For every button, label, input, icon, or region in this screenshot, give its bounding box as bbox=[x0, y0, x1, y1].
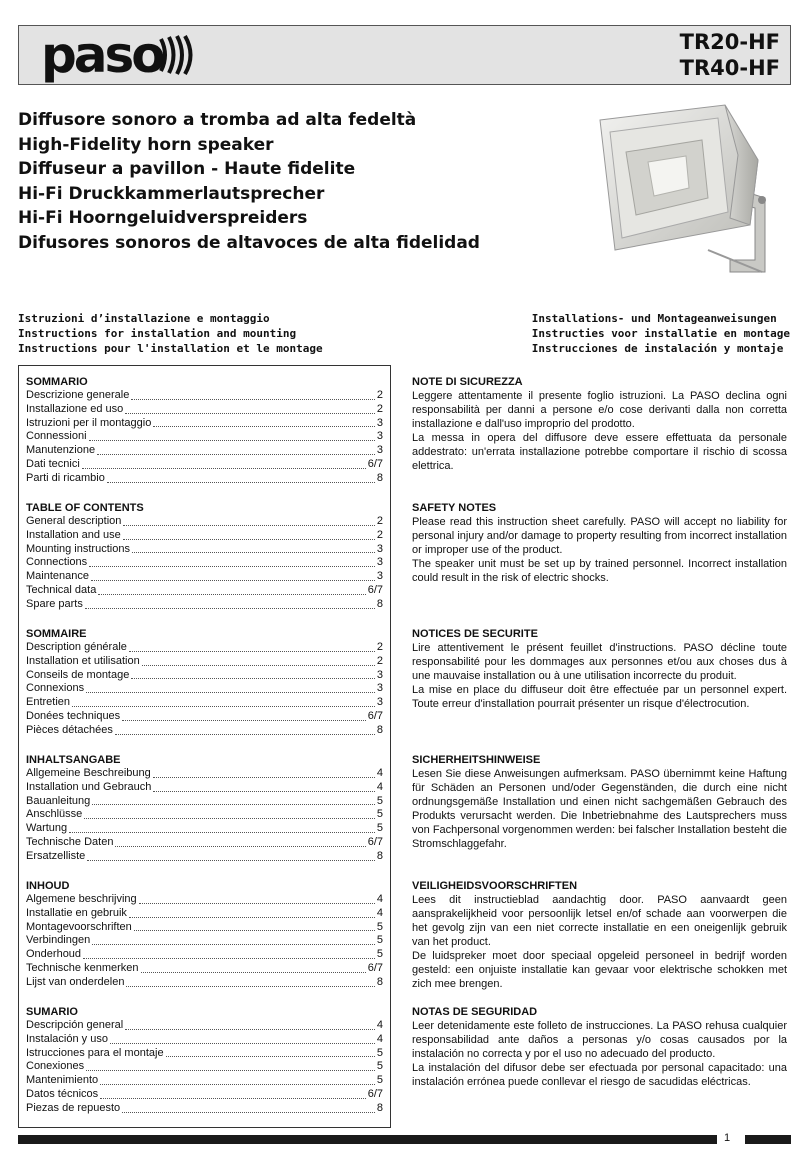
toc-entry bbox=[26, 934, 383, 948]
toc-entry-page: 2 bbox=[376, 389, 383, 401]
dot-leader bbox=[100, 1074, 375, 1085]
toc-entry bbox=[26, 850, 383, 864]
toc-entry-label: Connessioni bbox=[26, 430, 87, 443]
dot-leader bbox=[122, 1102, 375, 1113]
dot-leader bbox=[92, 934, 375, 945]
toc-entry-page: 5 bbox=[376, 948, 383, 961]
toc-entry bbox=[26, 1060, 383, 1074]
toc-entry-page: 4 bbox=[376, 1032, 383, 1045]
product-title: High-Fidelity horn speaker bbox=[18, 134, 274, 155]
toc-section-title: INHALTSANGABE bbox=[26, 754, 121, 766]
toc-entry bbox=[26, 795, 383, 809]
toc-entry-label: Algemene beschrijving bbox=[26, 893, 137, 905]
toc-entry-page: 4 bbox=[376, 906, 383, 919]
toc-entry-label: Connexions bbox=[26, 682, 85, 695]
toc-entry bbox=[26, 948, 383, 962]
toc-entry-label: Descripción general bbox=[26, 1019, 124, 1031]
model-number: TR20-HF bbox=[679, 30, 780, 54]
toc-section-title: TABLE OF CONTENTS bbox=[26, 502, 144, 514]
toc-entry bbox=[26, 1088, 383, 1102]
toc-entry-label: Manutenzione bbox=[26, 444, 96, 457]
toc-entry bbox=[26, 921, 383, 935]
safety-note-section bbox=[412, 1005, 787, 1089]
safety-note-paragraph: Lees dit instructieblad aandachtig door. PASO aanvaardt geen aansprakelijkheid voor persoonlijk letsel en/of schade aan voorwerpen die het gevolg zijn van een niet correcte installatie en een oneigenlijk gebruik van het product. bbox=[412, 894, 787, 948]
toc-section bbox=[26, 375, 383, 486]
instructions-subheadings-left bbox=[18, 311, 323, 356]
toc-entry bbox=[26, 598, 383, 612]
toc-entry-page: 8 bbox=[376, 975, 383, 988]
toc-entry bbox=[26, 655, 383, 669]
dot-leader bbox=[131, 669, 375, 680]
toc-entry-page: 5 bbox=[376, 920, 383, 933]
toc-section-title: INHOUD bbox=[26, 880, 70, 892]
dot-leader bbox=[141, 962, 366, 973]
toc-entry-label: Istruzioni per il montaggio bbox=[26, 416, 152, 429]
toc-entry-label: Descrizione generale bbox=[26, 389, 130, 401]
toc-entry-page: 4 bbox=[376, 1019, 383, 1031]
toc-entry-page: 6/7 bbox=[367, 457, 383, 470]
dot-leader bbox=[72, 696, 375, 707]
safety-note-section bbox=[412, 375, 787, 473]
toc-entry bbox=[26, 403, 383, 417]
toc-entry bbox=[26, 1102, 383, 1116]
horn-speaker-image bbox=[590, 100, 780, 280]
toc-entry-page: 3 bbox=[376, 556, 383, 569]
dot-leader bbox=[82, 458, 366, 469]
toc-entry bbox=[26, 893, 383, 907]
toc-entry bbox=[26, 1019, 383, 1033]
subheading: Instructions pour l'installation et le montage bbox=[18, 342, 323, 355]
toc-entry-label: Verbindingen bbox=[26, 934, 91, 947]
safety-note-paragraph: La instalación del difusor debe ser efectuada por personal capacitado: una instalación errónea puede conllevar el riesgo de sacudidas eléctricas. bbox=[412, 1062, 787, 1088]
toc-entry-page: 3 bbox=[376, 668, 383, 681]
toc-entry-page: 2 bbox=[376, 402, 383, 415]
dot-leader bbox=[166, 1047, 375, 1058]
dot-leader bbox=[98, 584, 365, 595]
toc-entry-label: Bauanleitung bbox=[26, 794, 91, 807]
dot-leader bbox=[115, 836, 365, 847]
toc-entry bbox=[26, 556, 383, 570]
toc-section-title: SOMMARIO bbox=[26, 376, 88, 388]
dot-leader bbox=[125, 1019, 375, 1030]
toc-entry-page: 4 bbox=[376, 780, 383, 793]
safety-note-paragraph: La messa in opera del diffusore deve essere effettuata da personale addestrato: un'errata installazione potrebbe comportare il rischio di scossa elettrica. bbox=[412, 432, 787, 472]
toc-entry-page: 6/7 bbox=[367, 961, 383, 974]
toc-entry-label: Entretien bbox=[26, 696, 71, 709]
toc-section-title: SOMMAIRE bbox=[26, 628, 87, 640]
safety-note-section bbox=[412, 501, 787, 585]
toc-entry-label: General description bbox=[26, 515, 122, 527]
toc-entry-label: Datos técnicos bbox=[26, 1087, 99, 1100]
dot-leader bbox=[110, 1033, 375, 1044]
toc-entry-label: Dati tecnici bbox=[26, 457, 80, 470]
toc-entry-label: Description générale bbox=[26, 641, 127, 653]
toc-entry-page: 6/7 bbox=[367, 583, 383, 596]
dot-leader bbox=[129, 641, 375, 652]
dot-leader bbox=[86, 682, 375, 693]
safety-note-title: VEILIGHEIDSVOORSCHRIFTEN bbox=[412, 880, 578, 892]
dot-leader bbox=[107, 472, 375, 483]
dot-leader bbox=[85, 598, 375, 609]
toc-entry-label: Mantenimiento bbox=[26, 1074, 99, 1087]
toc-entry bbox=[26, 444, 383, 458]
toc-entry bbox=[26, 976, 383, 990]
safety-note-body bbox=[412, 515, 787, 585]
toc-entry-page: 8 bbox=[376, 471, 383, 484]
dot-leader bbox=[89, 556, 375, 567]
safety-note-paragraph: Leer detenidamente este folleto de instrucciones. La PASO rehusa cualquier responsabilidad ante daños a personas y/o cosas causados por la instalación no correcta y por el uso no adecuado del producto. bbox=[412, 1020, 787, 1060]
toc-entry-page: 6/7 bbox=[367, 835, 383, 848]
toc-entry bbox=[26, 696, 383, 710]
toc-entry-page: 5 bbox=[376, 794, 383, 807]
safety-note-section bbox=[412, 879, 787, 991]
toc-entry bbox=[26, 543, 383, 557]
toc-entry-label: Installation und Gebrauch bbox=[26, 780, 152, 793]
dot-leader bbox=[129, 907, 375, 918]
subheading: Instructions for installation and mounting bbox=[18, 327, 297, 340]
toc-entry-page: 8 bbox=[376, 723, 383, 736]
toc-entry-label: Montagevoorschriften bbox=[26, 920, 132, 933]
toc-entry-page: 3 bbox=[376, 542, 383, 555]
toc-entry-page: 5 bbox=[376, 1060, 383, 1073]
dot-leader bbox=[125, 403, 375, 414]
toc-entry bbox=[26, 781, 383, 795]
dot-leader bbox=[153, 767, 375, 778]
toc-entry-page: 5 bbox=[376, 822, 383, 835]
product-titles bbox=[18, 108, 578, 255]
toc-entry-label: Istrucciones para el montaje bbox=[26, 1046, 164, 1059]
toc-entry-page: 3 bbox=[376, 444, 383, 457]
toc-entry-label: Allgemeine Beschreibung bbox=[26, 767, 151, 779]
toc-entry-label: Installatie en gebruik bbox=[26, 906, 127, 919]
dot-leader bbox=[89, 430, 375, 441]
toc-entry bbox=[26, 389, 383, 403]
toc-entry bbox=[26, 808, 383, 822]
subheading: Istruzioni d’installazione e montaggio bbox=[18, 312, 270, 325]
safety-note-body bbox=[412, 893, 787, 991]
toc-entry bbox=[26, 584, 383, 598]
toc-entry-label: Mounting instructions bbox=[26, 542, 130, 555]
safety-note-body bbox=[412, 1019, 787, 1089]
dot-leader bbox=[87, 850, 375, 861]
toc-entry-page: 3 bbox=[376, 430, 383, 443]
toc-entry-page: 8 bbox=[376, 849, 383, 862]
sound-waves-icon bbox=[157, 35, 199, 75]
safety-note-title: NOTE DI SICUREZZA bbox=[412, 376, 523, 388]
footer-bar bbox=[18, 1135, 717, 1144]
toc-entry-page: 8 bbox=[376, 1101, 383, 1114]
toc-entry-label: Ersatzelliste bbox=[26, 849, 86, 862]
toc-entry-page: 3 bbox=[376, 570, 383, 583]
dot-leader bbox=[122, 710, 366, 721]
safety-note-title: NOTAS DE SEGURIDAD bbox=[412, 1006, 538, 1018]
safety-note-title: SICHERHEITSHINWEISE bbox=[412, 754, 541, 766]
product-title: Diffuseur a pavillon - Haute fidelite bbox=[18, 159, 356, 179]
safety-note-paragraph: La mise en place du diffuseur doit être effectuée par un personnel expert. Toute erreur d'installation pourrait présenter un risque d'électrocution. bbox=[412, 684, 787, 710]
toc-entry-label: Lijst van onderdelen bbox=[26, 975, 125, 988]
toc-entry-page: 3 bbox=[376, 416, 383, 429]
toc-entry bbox=[26, 417, 383, 431]
product-title: Diffusore sonoro a tromba ad alta fedeltà bbox=[18, 110, 417, 130]
toc-entry bbox=[26, 836, 383, 850]
toc-entry bbox=[26, 529, 383, 543]
toc-entry-page: 5 bbox=[376, 1046, 383, 1059]
toc-entry-label: Anschlüsse bbox=[26, 808, 83, 821]
dot-leader bbox=[132, 543, 375, 554]
safety-note-paragraph: Leggere attentamente il presente foglio istruzioni. La PASO declina ogni responsabilità per danni a persone e/o cose derivanti dalla non corretta installazione e dall'uso improprio del prodotto. bbox=[412, 390, 787, 430]
safety-note-paragraph: Lesen Sie diese Anweisungen aufmerksam. PASO übernimmt keine Haftung für Schäden an Personen und/oder Gegenständen, die durch eine nicht ordnungsgemäße Installation und einen nicht sachgemäßen Gebrauch des Produkts verursacht werden. Die Inbetriebnahme des Lautsprechers muss von Fachpersonal vorgenommen werden: bei falscher Installation besteht die Stromschlaggefahr. bbox=[412, 768, 787, 850]
safety-note-title: NOTICES DE SECURITE bbox=[412, 628, 538, 640]
toc-entry-label: Technical data bbox=[26, 583, 97, 596]
safety-note-body bbox=[412, 641, 787, 711]
subheading: Instructies voor installatie en montage bbox=[531, 327, 790, 340]
toc-entry-label: Installation et utilisation bbox=[26, 654, 140, 667]
toc-entry bbox=[26, 669, 383, 683]
toc-entry-page: 5 bbox=[376, 808, 383, 821]
toc-entry-label: Pièces détachées bbox=[26, 723, 113, 736]
toc-entry bbox=[26, 1047, 383, 1061]
dot-leader bbox=[100, 1088, 366, 1099]
dot-leader bbox=[153, 781, 375, 792]
toc-entry-label: Instalación y uso bbox=[26, 1032, 108, 1045]
dot-leader bbox=[134, 921, 375, 932]
toc-section bbox=[26, 879, 383, 990]
toc-entry-label: Piezas de repuesto bbox=[26, 1101, 121, 1114]
subheading: Installations- und Montageanweisungen bbox=[531, 312, 777, 325]
toc-entry-label: Spare parts bbox=[26, 597, 83, 610]
toc-entry bbox=[26, 962, 383, 976]
toc-entry bbox=[26, 641, 383, 655]
product-title: Difusores sonoros de altavoces de alta fidelidad bbox=[18, 232, 480, 253]
header-bar bbox=[18, 25, 791, 85]
toc-entry-page: 2 bbox=[376, 641, 383, 653]
toc-entry-page: 6/7 bbox=[367, 709, 383, 722]
toc-entry bbox=[26, 458, 383, 472]
safety-note-body bbox=[412, 767, 787, 851]
toc-entry-label: Installation and use bbox=[26, 528, 121, 541]
safety-note-body bbox=[412, 389, 787, 473]
product-title: Hi-Fi Druckkammerlautsprecher bbox=[18, 183, 325, 204]
toc-entry bbox=[26, 1033, 383, 1047]
safety-note-section bbox=[412, 627, 787, 711]
toc-section bbox=[26, 501, 383, 612]
toc-entry bbox=[26, 767, 383, 781]
dot-leader bbox=[115, 724, 375, 735]
toc-entry-page: 5 bbox=[376, 1074, 383, 1087]
toc-entry bbox=[26, 822, 383, 836]
toc-entry-label: Parti di ricambio bbox=[26, 471, 105, 484]
brand-logo: paso bbox=[41, 26, 163, 84]
toc-entry-page: 4 bbox=[376, 893, 383, 905]
safety-note-paragraph: The speaker unit must be set up by trained personnel. Incorrect installation could result in the risk of electric shocks. bbox=[412, 558, 787, 584]
footer-bar bbox=[745, 1135, 791, 1144]
toc-entry bbox=[26, 570, 383, 584]
toc-entry-page: 2 bbox=[376, 654, 383, 667]
toc-entry bbox=[26, 724, 383, 738]
safety-note-title: SAFETY NOTES bbox=[412, 502, 497, 514]
toc-entry-page: 3 bbox=[376, 682, 383, 695]
dot-leader bbox=[131, 389, 375, 400]
dot-leader bbox=[142, 655, 375, 666]
dot-leader bbox=[83, 948, 375, 959]
dot-leader bbox=[69, 822, 375, 833]
toc-entry-label: Technische kenmerken bbox=[26, 961, 139, 974]
model-numbers bbox=[680, 29, 780, 81]
toc-entry-page: 4 bbox=[376, 767, 383, 779]
toc-entry-page: 6/7 bbox=[367, 1087, 383, 1100]
dot-leader bbox=[126, 976, 374, 987]
toc-entry bbox=[26, 907, 383, 921]
dot-leader bbox=[123, 515, 374, 526]
toc-entry-label: Installazione ed uso bbox=[26, 402, 124, 415]
toc-entry-page: 8 bbox=[376, 597, 383, 610]
safety-note-paragraph: De luidspreker moet door speciaal opgeleid personeel in bedrijf worden gesteld: een onjuiste installatie kan gevaar voor elektrische schokken met zich mee brengen. bbox=[412, 950, 787, 990]
toc-entry-page: 2 bbox=[376, 528, 383, 541]
toc-entry bbox=[26, 515, 383, 529]
toc-entry bbox=[26, 472, 383, 486]
toc-entry-label: Maintenance bbox=[26, 570, 89, 583]
toc-entry-label: Connections bbox=[26, 556, 88, 569]
model-number: TR40-HF bbox=[679, 56, 780, 80]
toc-section bbox=[26, 1005, 383, 1116]
toc-entry-label: Donées techniques bbox=[26, 709, 121, 722]
toc-entry bbox=[26, 430, 383, 444]
toc-section bbox=[26, 627, 383, 738]
toc-entry-label: Technische Daten bbox=[26, 835, 114, 848]
toc-entry-label: Conexiones bbox=[26, 1060, 85, 1073]
dot-leader bbox=[97, 444, 375, 455]
safety-note-section bbox=[412, 753, 787, 851]
toc-section-title: SUMARIO bbox=[26, 1006, 78, 1018]
toc-entry-page: 3 bbox=[376, 696, 383, 709]
dot-leader bbox=[139, 893, 375, 904]
toc-entry-label: Onderhoud bbox=[26, 948, 82, 961]
dot-leader bbox=[86, 1060, 375, 1071]
dot-leader bbox=[123, 529, 375, 540]
toc-entry-page: 2 bbox=[376, 515, 383, 527]
page-number: 1 bbox=[724, 1132, 731, 1144]
dot-leader bbox=[92, 795, 375, 806]
toc-entry-label: Wartung bbox=[26, 822, 68, 835]
toc-entry bbox=[26, 1074, 383, 1088]
toc-entry-page: 5 bbox=[376, 934, 383, 947]
toc-entry bbox=[26, 710, 383, 724]
toc-section bbox=[26, 753, 383, 864]
product-title: Hi-Fi Hoorngeluidverspreiders bbox=[18, 208, 308, 228]
safety-note-paragraph: Please read this instruction sheet carefully. PASO will accept no liability for personal injury and/or damage to property resulting from incorrect installation or improper use of the product. bbox=[412, 516, 787, 556]
toc-entry-label: Conseils de montage bbox=[26, 668, 130, 681]
dot-leader bbox=[84, 808, 375, 819]
instructions-subheadings-right bbox=[532, 311, 790, 356]
toc-entry bbox=[26, 682, 383, 696]
dot-leader bbox=[91, 570, 375, 581]
safety-note-paragraph: Lire attentivement le présent feuillet d'instructions. PASO décline toute responsabilité pour les dommages aux personnes et/ou aux choses dus à une mauvaise installation ou à une utilisation incorrecte du produit. bbox=[412, 642, 787, 682]
dot-leader bbox=[153, 417, 375, 428]
subheading: Instrucciones de instalación y montaje bbox=[531, 342, 784, 355]
